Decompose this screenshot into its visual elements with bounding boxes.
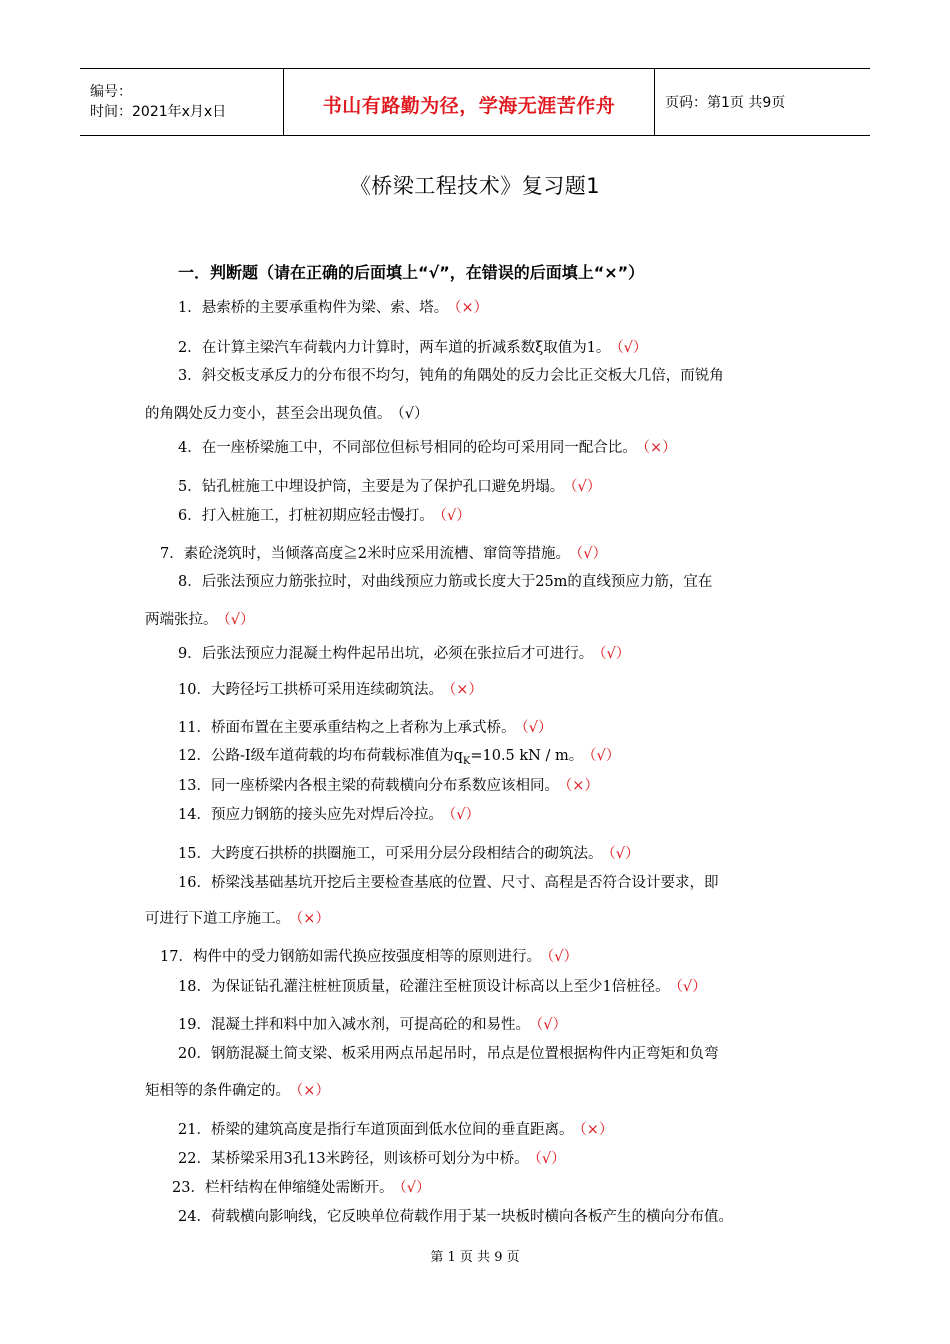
question-21 [178, 1120, 613, 1140]
question-text: 1．悬索桥的主要承重构件为梁、索、塔。 [178, 300, 449, 316]
question-6 [178, 506, 471, 526]
question-text: 7．素砼浇筑时，当倾落高度≧2米时应采用流槽、窜筒等措施。 [160, 546, 570, 562]
motto-text: 书山有路勤为径，学海无涯苦作舟 [322, 94, 616, 117]
question-answer: （√） [589, 748, 621, 764]
question-10 [178, 680, 483, 700]
question-1 [178, 298, 488, 318]
question-answer: （×） [454, 300, 489, 316]
question-answer: （√） [521, 720, 553, 736]
section-heading: 一．判断题（请在正确的后面填上“√”，在错误的后面填上“×”） [178, 263, 645, 282]
question-answer: （×） [642, 440, 677, 456]
question-20-continued [145, 1081, 330, 1101]
question-answer: （√） [616, 340, 648, 356]
question-16-continued [145, 909, 330, 929]
question-text-after: =10.5 kN / m。 [470, 748, 584, 764]
question-20 [178, 1044, 718, 1064]
page-header [80, 68, 870, 136]
question-text: 14．预应力钢筋的接头应先对焊后冷拉。 [178, 807, 443, 823]
question-15 [178, 844, 639, 864]
question-answer: （√） [575, 546, 607, 562]
question-22 [178, 1149, 566, 1169]
question-answer: （√） [535, 1017, 567, 1033]
question-text: 10．大跨径圬工拱桥可采用连续砌筑法。 [178, 682, 443, 698]
question-5 [178, 477, 601, 497]
question-text: 8．后张法预应力筋张拉时，对曲线预应力筋或长度大于25m的直线预应力筋，宜在 [178, 574, 713, 590]
question-text: 21．桥梁的建筑高度是指行车道顶面到低水位间的垂直距离。 [178, 1122, 574, 1138]
question-answer: （√） [599, 646, 631, 662]
question-text: 11．桥面布置在主要承重结构之上者称为上承式桥。 [178, 720, 516, 736]
question-text: 19．混凝土拌和料中加入减水剂，可提高砼的和易性。 [178, 1017, 530, 1033]
question-answer: （×） [296, 911, 330, 927]
question-answer: （×） [579, 1122, 614, 1138]
question-text: 2．在计算主梁汽车荷载内力计算时，两车道的折减系数ξ取值为1。 [178, 340, 611, 356]
question-text: 15．大跨度石拱桥的拱圈施工，可采用分层分段相结合的砌筑法。 [178, 846, 603, 862]
question-text: 矩相等的条件确定的。 [145, 1083, 290, 1099]
question-answer: （×） [564, 778, 599, 794]
question-answer: （√） [399, 1180, 431, 1196]
question-24 [178, 1207, 733, 1227]
question-text: 4．在一座桥梁施工中，不同部位但标号相同的砼均可采用同一配合比。 [178, 440, 637, 456]
question-16 [178, 873, 718, 893]
question-text: 3．斜交板支承反力的分布很不均匀，钝角的角隅处的反力会比正交板大几倍，而锐角 [178, 368, 724, 384]
question-text: 的角隅处反力变小，甚至会出现负值。 [145, 406, 392, 422]
question-text: 16．桥梁浅基础基坑开挖后主要检查基底的位置、尺寸、高程是否符合设计要求，即 [178, 875, 719, 891]
question-text: 18．为保证钻孔灌注桩桩顶质量，砼灌注至桩顶设计标高以上至少1倍桩径。 [178, 979, 670, 995]
question-answer: （√） [223, 612, 255, 628]
time-label: 时间：2021年x月x日 [90, 104, 227, 120]
question-text: 23．栏杆结构在伸缩缝处需断开。 [172, 1180, 394, 1196]
question-answer: （×） [296, 1083, 330, 1099]
question-answer: （√） [608, 846, 640, 862]
question-answer: （√） [448, 807, 480, 823]
question-text: 6．打入桩施工，打桩初期应轻击慢打。 [178, 508, 434, 524]
question-text: 20．钢筋混凝土简支梁、板采用两点吊起吊时，吊点是位置根据构件内正弯矩和负弯 [178, 1046, 719, 1062]
page-footer: 第 1 页 共 9 页 [430, 1250, 520, 1265]
question-text: 24．荷载横向影响线，它反映单位荷载作用于某一块板时横向各板产生的横向分布值。 [178, 1209, 733, 1225]
question-answer: （√） [546, 949, 578, 965]
question-17 [160, 947, 578, 967]
question-answer: （√） [675, 979, 707, 995]
question-11 [178, 718, 552, 738]
number-label: 编号： [90, 84, 132, 100]
question-text: 两端张拉。 [145, 612, 218, 628]
question-text: 9．后张法预应力混凝土构件起吊出坑，必须在张拉后才可进行。 [178, 646, 594, 662]
question-18 [178, 977, 707, 997]
question-answer: （√） [397, 406, 429, 422]
question-13 [178, 776, 599, 796]
header-meta [80, 69, 283, 135]
page-info-text: 页码：第1页 共9页 [665, 95, 786, 111]
question-text: 17．构件中的受力钢筋如需代换应按强度相等的原则进行。 [160, 949, 541, 965]
question-answer: （√） [534, 1151, 566, 1167]
question-text: 可进行下道工序施工。 [145, 911, 290, 927]
question-text: 5．钻孔桩施工中埋设护筒，主要是为了保护孔口避免坍塌。 [178, 479, 565, 495]
question-answer: （√） [439, 508, 471, 524]
subscript-k: K [462, 755, 471, 767]
question-text: 22．某桥梁采用3孔13米跨径，则该桥可划分为中桥。 [178, 1151, 529, 1167]
question-9 [178, 644, 630, 664]
question-8 [178, 572, 712, 592]
question-text: 13．同一座桥梁内各根主梁的荷载横向分布系数应该相同。 [178, 778, 559, 794]
question-4 [178, 438, 677, 458]
question-8-continued [145, 610, 255, 630]
question-14 [178, 805, 480, 825]
question-3-continued [145, 404, 429, 424]
question-7 [160, 544, 607, 564]
question-23 [172, 1178, 430, 1198]
header-motto [283, 69, 655, 135]
question-3 [178, 366, 724, 386]
question-12 [178, 746, 620, 772]
question-text: 12．公路-I级车道荷载的均布荷载标准值为q [178, 748, 463, 764]
question-answer: （×） [448, 682, 483, 698]
question-2 [178, 338, 647, 358]
question-answer: （√） [570, 479, 602, 495]
header-page-info [655, 69, 870, 135]
question-19 [178, 1015, 567, 1035]
document-title: 《桥梁工程技术》复习题1 [349, 174, 601, 198]
